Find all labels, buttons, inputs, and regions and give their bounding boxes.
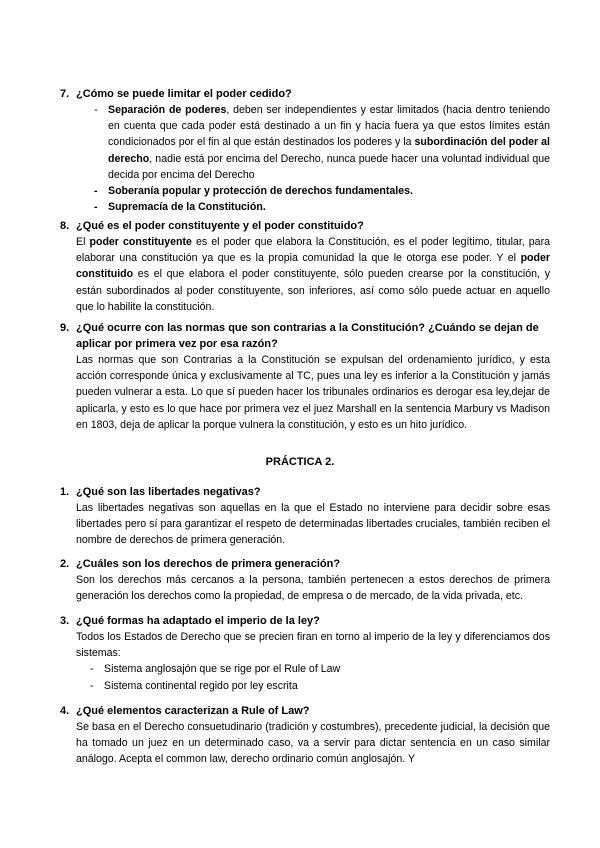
question-heading xyxy=(60,484,550,500)
question-text: ¿Qué elementos caracterizan a Rule of Law? xyxy=(76,705,310,717)
question-text: ¿Qué es el poder constituyente y el poder constituido? xyxy=(76,220,364,232)
practice-question-2 xyxy=(60,556,550,604)
bold-term: Separación de poderes xyxy=(108,104,227,116)
section-title: PRÁCTICA 2. xyxy=(265,456,335,468)
bold-term: subordinación del poder al derecho xyxy=(108,136,550,165)
practice-question-4 xyxy=(60,703,550,768)
question-8 xyxy=(60,218,550,315)
question-7-heading xyxy=(60,86,550,102)
body-text: , nadie está por encima del Derecho, nunca puede hacer una voluntad individual que decida por encima del Derecho xyxy=(108,152,550,181)
practice-question-1 xyxy=(60,484,550,549)
question-text: ¿Qué ocurre con las normas que son contrarias a la Constitución? ¿Cuándo se dejan de aplicar por primera vez por esa razón? xyxy=(76,322,539,350)
body-text: es el que elabora el poder constituyente, sólo pueden crearse por la constitución, y están subordinados al poder constituyente, son inferiores, así como sólo puede actuar en aquello que lo habilite la constitución. xyxy=(76,268,550,313)
question-9-heading xyxy=(60,320,550,352)
body-text: , deben ser independientes y estar limitados (hacia dentro teniendo en cuenta que cada poder está destinado a un fin y hacia fuera ya que estos límites están condicionados por el fin al que están destinados los poderes y la xyxy=(108,104,550,149)
practice-question-3 xyxy=(60,613,550,694)
answer-paragraph: Las normas que son Contrarias a la Constitución se expulsan del ordenamiento jurídico, y esta acción corresponde única y exclusivamente al TC, pues una ley es inferior a la Constitución y jamás pueden vulnerar a esta. Lo que sí pueden hacer los tribunales ordinarios es derogar esa ley,dejar de aplicarla, y esto es lo que hace por primera vez el juez Marshall en la sentencia Marbury vs Madison en 1803, deja de aplicar la porque vulnera la constitución, y esto es un hito jurídico. xyxy=(76,354,550,431)
question-heading xyxy=(60,613,550,629)
question-number: 1. xyxy=(60,486,70,498)
question-8-heading xyxy=(60,218,550,234)
list-item: - Supremacía de la Constitución. xyxy=(94,199,550,215)
question-number: 9. xyxy=(60,322,70,334)
question-heading xyxy=(60,556,550,572)
question-text: ¿Qué son las libertades negativas? xyxy=(76,486,261,498)
question-number: 7. xyxy=(60,88,70,100)
answer-paragraph: Se basa en el Derecho consuetudinario (tradición y costumbres), precedente judicial, la decisión que ha tomado un juez en un determinado caso, va a servir para dictar sentencia en un caso similar análogo. Acepta el common law, derecho ordinario común anglosajón. Y xyxy=(76,721,550,766)
question-number: 3. xyxy=(60,615,70,627)
question-9 xyxy=(60,320,550,433)
body-text: es el poder que elabora la Constitución, es el poder legítimo, titular, para elaborar una constitución ya que es la propia comunidad la que le otorga ese poder. Y el xyxy=(76,236,550,265)
body-text: El xyxy=(76,236,90,248)
answer-paragraph: Las libertades negativas son aquellas en la que el Estado no interviene para decidir sobre esas libertades pero sí para garantizar el respeto de determinadas libertades cruciales, también reciben el nombre de derechos de primera generación. xyxy=(76,502,550,547)
question-heading xyxy=(60,703,550,719)
list-item: - Sistema anglosajón que se rige por el Rule of Law xyxy=(90,661,550,677)
bold-term: poder constituyente xyxy=(89,236,192,248)
bullet-list xyxy=(90,661,550,693)
question-text: ¿Cuáles son los derechos de primera generación? xyxy=(76,558,341,570)
question-number: 2. xyxy=(60,558,70,570)
answer-paragraph xyxy=(76,234,550,315)
question-text: ¿Qué formas ha adaptado el imperio de la ley? xyxy=(76,615,320,627)
list-item: - Soberanía popular y protección de derechos fundamentales. xyxy=(94,183,550,199)
question-7 xyxy=(60,86,550,215)
list-item: - Sistema continental regido por ley escrita xyxy=(90,678,550,694)
bullet-list xyxy=(94,102,550,215)
answer-paragraph: Todos los Estados de Derecho que se precien firan en torno al imperio de la ley y diferenciamos dos sistemas: xyxy=(76,631,550,660)
question-number: 4. xyxy=(60,705,70,717)
question-text: ¿Cómo se puede limitar el poder cedido? xyxy=(76,88,292,100)
list-item xyxy=(94,102,550,183)
answer-paragraph: Son los derechos más cercanos a la persona, también pertenecen a estos derechos de primera generación los derechos como la propiedad, de empresa o de mercado, de la vida privada, etc. xyxy=(76,574,550,603)
bold-term: poder constituido xyxy=(76,252,550,281)
question-number: 8. xyxy=(60,220,70,232)
